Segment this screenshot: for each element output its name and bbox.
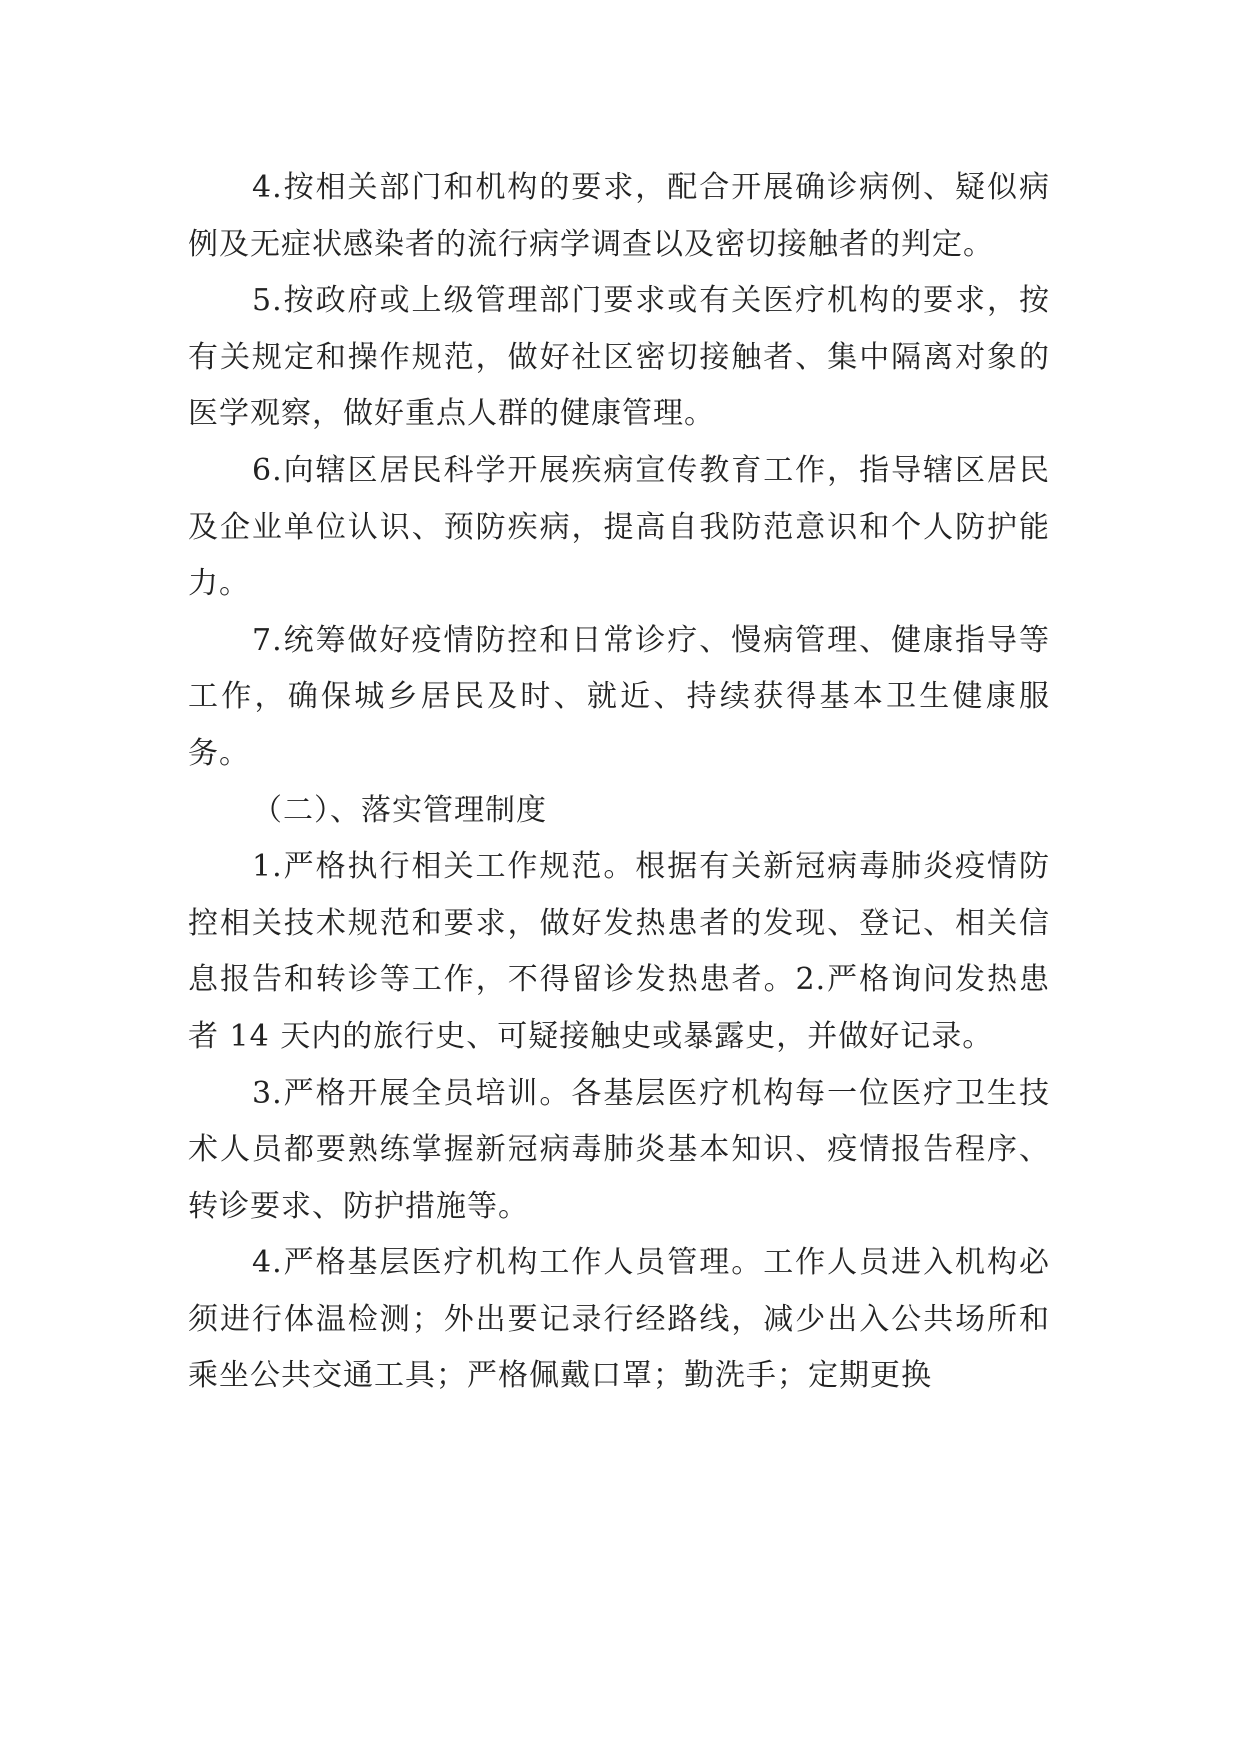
document-body xyxy=(188,160,1050,1405)
paragraph-item-3-staff-training: 3.严格开展全员培训。各基层医疗机构每一位医疗卫生技术人员都要熟练掌握新冠病毒肺炎基本知识、疫情报告程序、转诊要求、防护措施等。 xyxy=(188,1075,1050,1224)
paragraph-item-6-health-education: 6.向辖区居民科学开展疾病宣传教育工作，指导辖区居民及企业单位认识、预防疾病，提高自我防范意识和个人防护能力。 xyxy=(188,452,1050,602)
paragraph-item-4-staff-management: 4.严格基层医疗机构工作人员管理。工作人员进入机构必须进行体温检测；外出要记录行经路线，减少出入公共场所和乘坐公共交通工具；严格佩戴口罩；勤洗手；定期更换 xyxy=(188,1245,1050,1394)
paragraph-item-4-epidemiology: 4.按相关部门和机构的要求，配合开展确诊病例、疑似病例及无症状感染者的流行病学调查以及密切接触者的判定。 xyxy=(188,170,1050,262)
paragraph-item-5-medical-observation: 5.按政府或上级管理部门要求或有关医疗机构的要求，按有关规定和操作规范，做好社区密切接触者、集中隔离对象的医学观察，做好重点人群的健康管理。 xyxy=(188,283,1050,432)
paragraph-item-7-routine-services: 7.统筹做好疫情防控和日常诊疗、慢病管理、健康指导等工作，确保城乡居民及时、就近、持续获得基本卫生健康服务。 xyxy=(188,622,1050,771)
paragraph-item-1-work-norms: 1.严格执行相关工作规范。根据有关新冠病毒肺炎疫情防控相关技术规范和要求，做好发热患者的发现、登记、相关信息报告和转诊等工作，不得留诊发热患者。2.严格询问发热患者 14 天内的旅行史、可疑接触史或暴露史，并做好记录。 xyxy=(188,849,1050,1054)
section-heading-management: （二）、落实管理制度 xyxy=(252,792,547,828)
